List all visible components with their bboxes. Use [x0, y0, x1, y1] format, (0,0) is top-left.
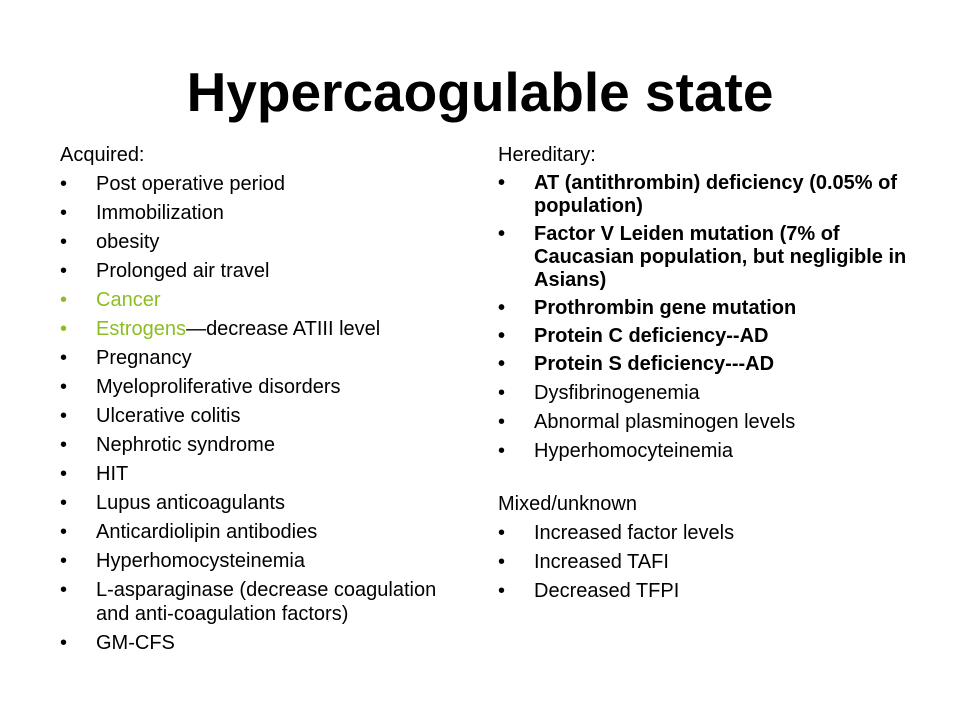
list-item: • Immobilization [60, 201, 460, 225]
list-item: • Abnormal plasminogen levels [498, 410, 918, 434]
list-item: • Lupus anticoagulants [60, 491, 460, 515]
hereditary-heading: Hereditary: [498, 144, 596, 166]
estrogens-note: —decrease ATIII level [186, 318, 381, 340]
list-item: • Dysfibrinogenemia [498, 381, 918, 405]
hereditary-list [498, 172, 918, 463]
list-item: • Factor V Leiden mutation (7% of Caucasian population, but negligible in Asians) [498, 223, 918, 292]
list-item: • AT (antithrombin) deficiency (0.05% of population) [498, 172, 918, 218]
list-item: • Hyperhomocysteinemia [60, 549, 460, 573]
list-item: • Myeloproliferative disorders [60, 375, 460, 399]
list-item: • Post operative period [60, 172, 460, 196]
slide-title: Hypercaogulable state [186, 61, 774, 123]
list-item: • Protein S deficiency---AD [498, 353, 918, 376]
acquired-heading: Acquired: [60, 144, 145, 166]
list-item: • Nephrotic syndrome [60, 433, 460, 457]
acquired-list [60, 172, 460, 655]
list-item: • Protein C deficiency--AD [498, 325, 918, 348]
mixed-heading: Mixed/unknown [498, 493, 637, 515]
list-item: • obesity [60, 230, 460, 254]
list-item: • Prolonged air travel [60, 259, 460, 283]
list-item: • GM-CFS [60, 631, 460, 655]
list-item: • Pregnancy [60, 346, 460, 370]
list-item: • L-asparaginase (decrease coagulation and anti-coagulation factors) [60, 578, 460, 626]
list-item: • Decreased TFPI [498, 579, 918, 603]
list-item-estrogens [60, 317, 460, 341]
list-item-cancer: • Cancer [60, 288, 460, 312]
estrogens-label: Estrogens [96, 318, 187, 340]
mixed-list [498, 521, 918, 603]
list-item: • Hyperhomocyteinemia [498, 439, 918, 463]
acquired-column [60, 143, 460, 660]
list-item: • Increased TAFI [498, 550, 918, 574]
section-gap [498, 468, 918, 492]
list-item: • Prothrombin gene mutation [498, 297, 918, 320]
list-item: • HIT [60, 462, 460, 486]
list-item: • Increased factor levels [498, 521, 918, 545]
hereditary-column [498, 143, 918, 608]
list-item: • Ulcerative colitis [60, 404, 460, 428]
list-item: • Anticardiolipin antibodies [60, 520, 460, 544]
